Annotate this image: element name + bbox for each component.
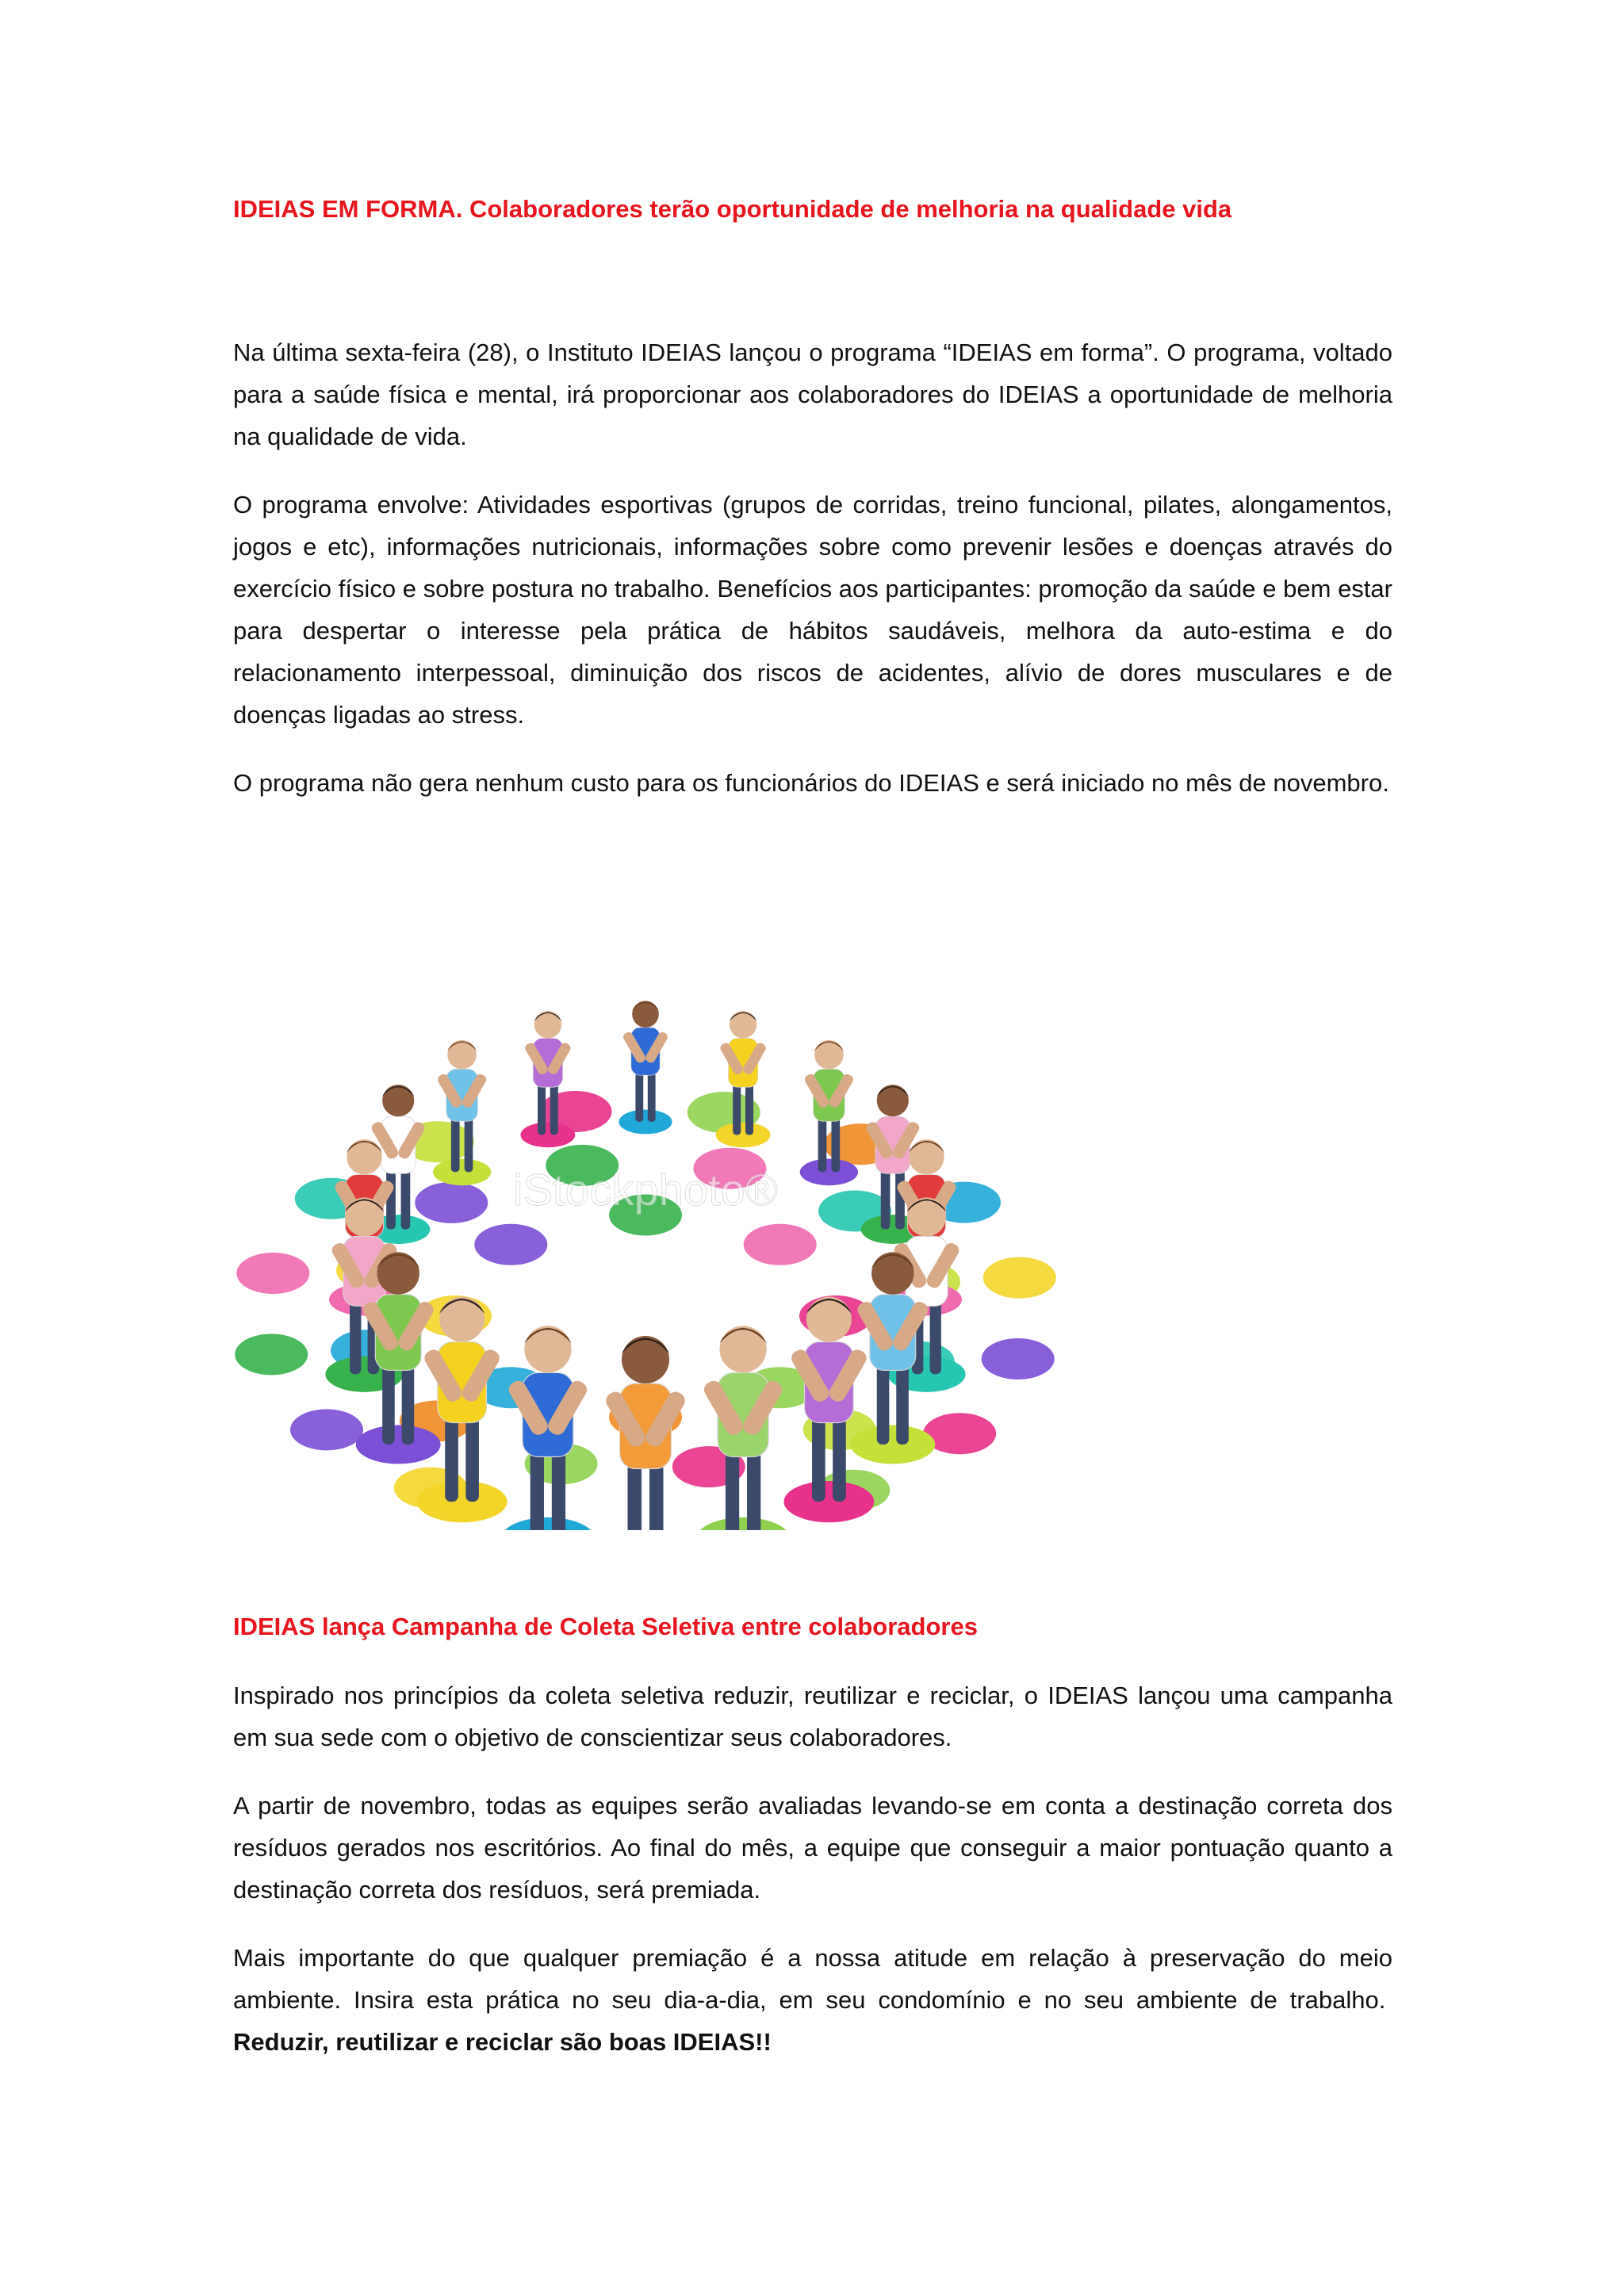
leg [833, 1417, 846, 1502]
closing-slogan: Reduzir, reutilizar e reciclar são boas IDEIAS!! [233, 2028, 772, 2056]
group-circle-illustration [233, 880, 1058, 1530]
article-paragraph: A partir de novembro, todas as equipes serão avaliadas levando-se em conta a destinação correta dos resíduos gerados nos escritórios. Ao final do mês, a equipe que conseguir a maior pontuação quanto a destinação correta dos resíduos, será premiada. [233, 1792, 1392, 1904]
leg [402, 1365, 415, 1445]
standing-disc [783, 1481, 874, 1522]
person [716, 1011, 771, 1147]
head [439, 1297, 485, 1342]
leg [745, 1084, 753, 1135]
leg [451, 1118, 460, 1173]
article-headline: IDEIAS EM FORMA. Colaboradores terão oportunidade de melhoria na qualidade vida [233, 195, 1232, 223]
leg [733, 1084, 741, 1135]
leg [895, 1169, 905, 1229]
floor-disc [982, 1338, 1055, 1380]
article-ideias-em-forma [233, 193, 1392, 804]
article-paragraph: O programa não gera nenhum custo para os funcionários do IDEIAS e será iniciado no mês de novembro. [233, 769, 1389, 797]
floor-disc [290, 1409, 363, 1450]
head [877, 1085, 909, 1116]
leg [818, 1118, 827, 1173]
leg [747, 1451, 760, 1530]
floor-disc [983, 1257, 1056, 1299]
leg [401, 1169, 411, 1229]
article-coleta-seletiva [233, 1611, 1392, 2063]
floor-disc [744, 1224, 817, 1265]
leg [649, 1463, 664, 1530]
leg [382, 1365, 395, 1445]
person [520, 1011, 575, 1147]
head [907, 1197, 946, 1236]
leg [386, 1169, 396, 1229]
person [598, 1336, 693, 1530]
article-paragraph: Na última sexta-feira (28), o Instituto IDEIAS lançou o programa “IDEIAS em forma”. O programa, voltado para a saúde física e mental, irá proporcionar aos colaboradores do IDEIAS a oportunidade de melhoria na qualidade de vida. [233, 339, 1392, 450]
leg [648, 1072, 656, 1122]
article-paragraph: Inspirado nos princípios da coleta seletiva reduzir, reutilizar e reciclar, o IDEIAS lançou uma campanha em sua sede com o objetivo de conscientizar seus colaboradores. [233, 1682, 1392, 1751]
standing-disc [501, 1517, 595, 1530]
head [730, 1011, 756, 1038]
head [524, 1326, 571, 1372]
leg [465, 1118, 473, 1173]
head [534, 1011, 561, 1038]
person [619, 1001, 672, 1134]
leg [445, 1417, 458, 1502]
head [720, 1326, 767, 1372]
person [696, 1326, 790, 1530]
leg [628, 1463, 642, 1530]
floor-disc [235, 1334, 308, 1375]
person [800, 1040, 858, 1185]
head [871, 1252, 914, 1294]
leg [350, 1301, 361, 1374]
stock-photo-watermark: iStockphoto® [513, 1165, 778, 1215]
standing-disc [800, 1159, 858, 1186]
standing-disc [619, 1110, 672, 1135]
group-photo [233, 880, 1058, 1530]
leg [552, 1451, 565, 1530]
standing-disc [433, 1159, 491, 1186]
standing-disc [696, 1517, 790, 1530]
head [382, 1085, 414, 1116]
leg [635, 1072, 643, 1122]
leg [812, 1417, 825, 1502]
leg [831, 1118, 840, 1173]
head [814, 1040, 844, 1070]
standing-disc [850, 1425, 935, 1464]
leg [930, 1301, 941, 1374]
head [347, 1139, 381, 1174]
head [345, 1197, 384, 1236]
article-headline: IDEIAS lança Campanha de Coleta Seletiva entre colaboradores [233, 1613, 978, 1640]
leg [538, 1084, 546, 1135]
leg [550, 1084, 558, 1135]
person [501, 1326, 595, 1530]
leg [877, 1365, 890, 1445]
person [433, 1040, 491, 1185]
leg [465, 1417, 479, 1502]
floor-disc [474, 1224, 547, 1265]
head [622, 1336, 669, 1383]
standing-disc [356, 1425, 441, 1464]
head [377, 1252, 419, 1294]
leg [726, 1451, 739, 1530]
article-closing-paragraph [233, 1937, 1392, 2063]
floor-disc [415, 1182, 488, 1223]
head [447, 1040, 477, 1070]
standing-disc [716, 1123, 771, 1148]
head [632, 1001, 659, 1027]
article-paragraph: O programa envolve: Atividades esportivas (grupos de corridas, treino funcional, pilates, alongamentos, jogos e etc), informações nutricionais, informações sobre como prevenir lesões e doenças através do exercício físico e sobre postura no trabalho. Benefícios aos participantes: promoção da saúde e bem estar para despertar o interesse pela prática de hábitos saudáveis, melhora da auto-estima e do relacionamento interpessoal, diminuição dos riscos de acidentes, alívio de dores musculares e de doenças ligadas ao stress. [233, 491, 1392, 729]
standing-disc [417, 1481, 508, 1522]
leg [530, 1451, 544, 1530]
head [909, 1139, 944, 1174]
leg [881, 1169, 891, 1229]
standing-disc [520, 1123, 575, 1148]
head [806, 1297, 852, 1342]
floor-disc [236, 1253, 309, 1294]
closing-text: Mais importante do que qualquer premiação é a nossa atitude em relação à preservação do meio ambiente. Insira esta prática no seu dia-a-dia, em seu condomínio e no seu ambiente de trabalho. [233, 1944, 1392, 2014]
leg [896, 1365, 909, 1445]
people-circle [325, 1001, 965, 1530]
